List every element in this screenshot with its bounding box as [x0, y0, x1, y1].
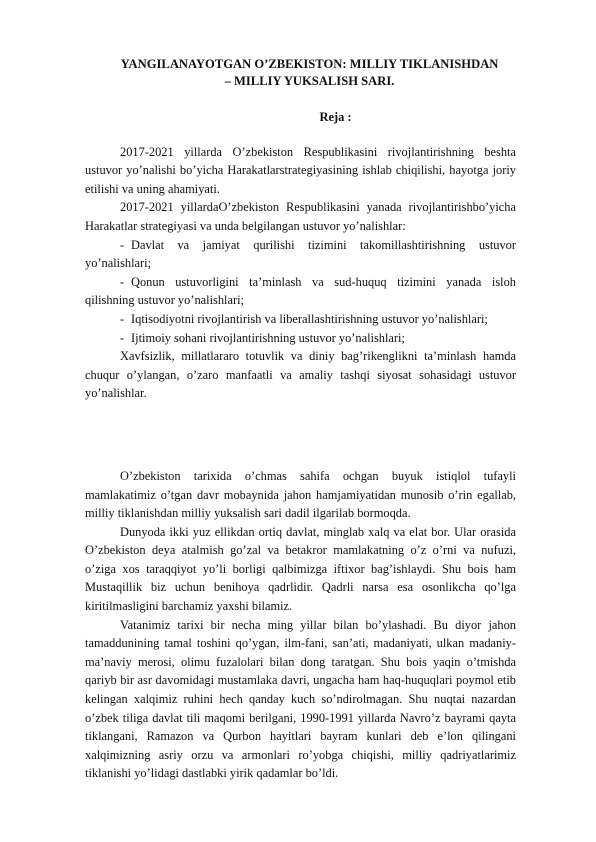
title-line-1: YANGILANAYOTGAN O’ZBEKISTON: MILLIY TIKLANISHDAN [120, 57, 499, 71]
dash-bullet-icon: - [120, 237, 125, 252]
document-title [103, 56, 516, 90]
dash-bullet-icon: - [120, 274, 125, 289]
plan-list-item: - Davlat va jamiyat qurilishi tizimini takomillashtirishning ustuvor yo’nalishlari; [85, 237, 516, 271]
body-section [85, 467, 516, 783]
plan-paragraph-1: 2017-2021 yillarda O’zbekiston Respublikasini rivojlantirishning beshta ustuvor yo’nalishi bo’yicha Harakatlarstrategiyasining ishlab chiqilishi, hayotga joriy etilishi va uning ahamiyati. [85, 144, 516, 196]
plan-list-item: - Iqtisodiyotni rivojlantirish va liberallashtirishning ustuvor yo’nalishlari; [85, 310, 516, 329]
plan-list-item: - Qonun ustuvorligini ta’minlash va sud-huquq tizimini yanada isloh qilishning ustuvor yo’nalishlari; [85, 274, 516, 308]
document-page [85, 56, 516, 783]
title-line-2: – MILLIY YUKSALISH SARI. [224, 74, 395, 88]
plan-list-item: - Ijtimoiy sohani rivojlantirishning ustuvor yo’nalishlari; [85, 329, 516, 348]
body-paragraph-1: O’zbekiston tarixida o’chmas sahifa ochgan buyuk istiqlol tufayli mamlakatimiz o’tgan davr mobaynida jahon hamjamiyatidan munosib o’rin egallab, milliy tiklanishdan milliy yuksalish sari dadil ilgarilab bormoqda. [85, 468, 516, 521]
dash-bullet-icon: - [120, 330, 125, 345]
body-paragraph-3: Vatanimiz tarixi bir necha ming yillar bilan bo’ylashadi. Bu diyor jahon tamaddunining tamal toshini qo’ygan, ilm-fani, san’ati, madaniyati, ulkan madaniy-ma’naviy merosi, olimu fuzalolari bilan dong taratgan. Shu bois yaqin o’tmishda qariyb bir asr davomidagi mustamlaka davri, ungacha ham haq-huquqlari poymol etib kelingan xalqimiz ruhini hech qanday kuch so’ndirolmagan. Shu nuqtai nazardan o’zbek tiliga davlat tili maqomi berilgani, 1990-1991 yillarda Navro’z bayrami qayta tiklangani, Ramazon va Qurbon hayitlari bayram kunlari deb e’lon qilingani xalqimizning asriy orzu va armonlari ro’yobga chiqishi, milliy qadriyatlarimiz tiklanishi yo’lidagi dastlabki yirik qadamlar bo’ldi. [85, 617, 516, 781]
plan-heading: Reja : [319, 110, 352, 124]
plan-paragraph-3: Xavfsizlik, millatlararo totuvlik va diniy bag’rikenglikni ta’minlash hamda chuqur o’ylangan, o’zaro manfaatli va amaliy tashqi siyosat sohasidagi ustuvor yo’nalishlar. [85, 349, 516, 401]
plan-paragraph-2: 2017-2021 yillardaO’zbekiston Respublikasini yanada rivojlantirishbo’yicha Harakatlar strategiyasi va unda belgilangan ustuvor yo’nalishlar: [85, 200, 516, 233]
plan-section [85, 143, 516, 403]
dash-bullet-icon: - [120, 311, 125, 326]
body-paragraph-2: Dunyoda ikki yuz ellikdan ortiq davlat, minglab xalq va elat bor. Ular orasida O’zbekiston deya atalmish go’zal va betakror mamlakatning o’z o’rni va nufuzi, o’ziga xos taraqqiyot yo’li borligi qalbimizga iftixor bag’ishlaydi. Shu bois ham Mustaqillik biz uchun benihoya qadrlidir. Qadrli narsa esa osonlikcha qo’lga kiritilmasligini barchamiz yaxshi bilamiz. [85, 524, 516, 614]
